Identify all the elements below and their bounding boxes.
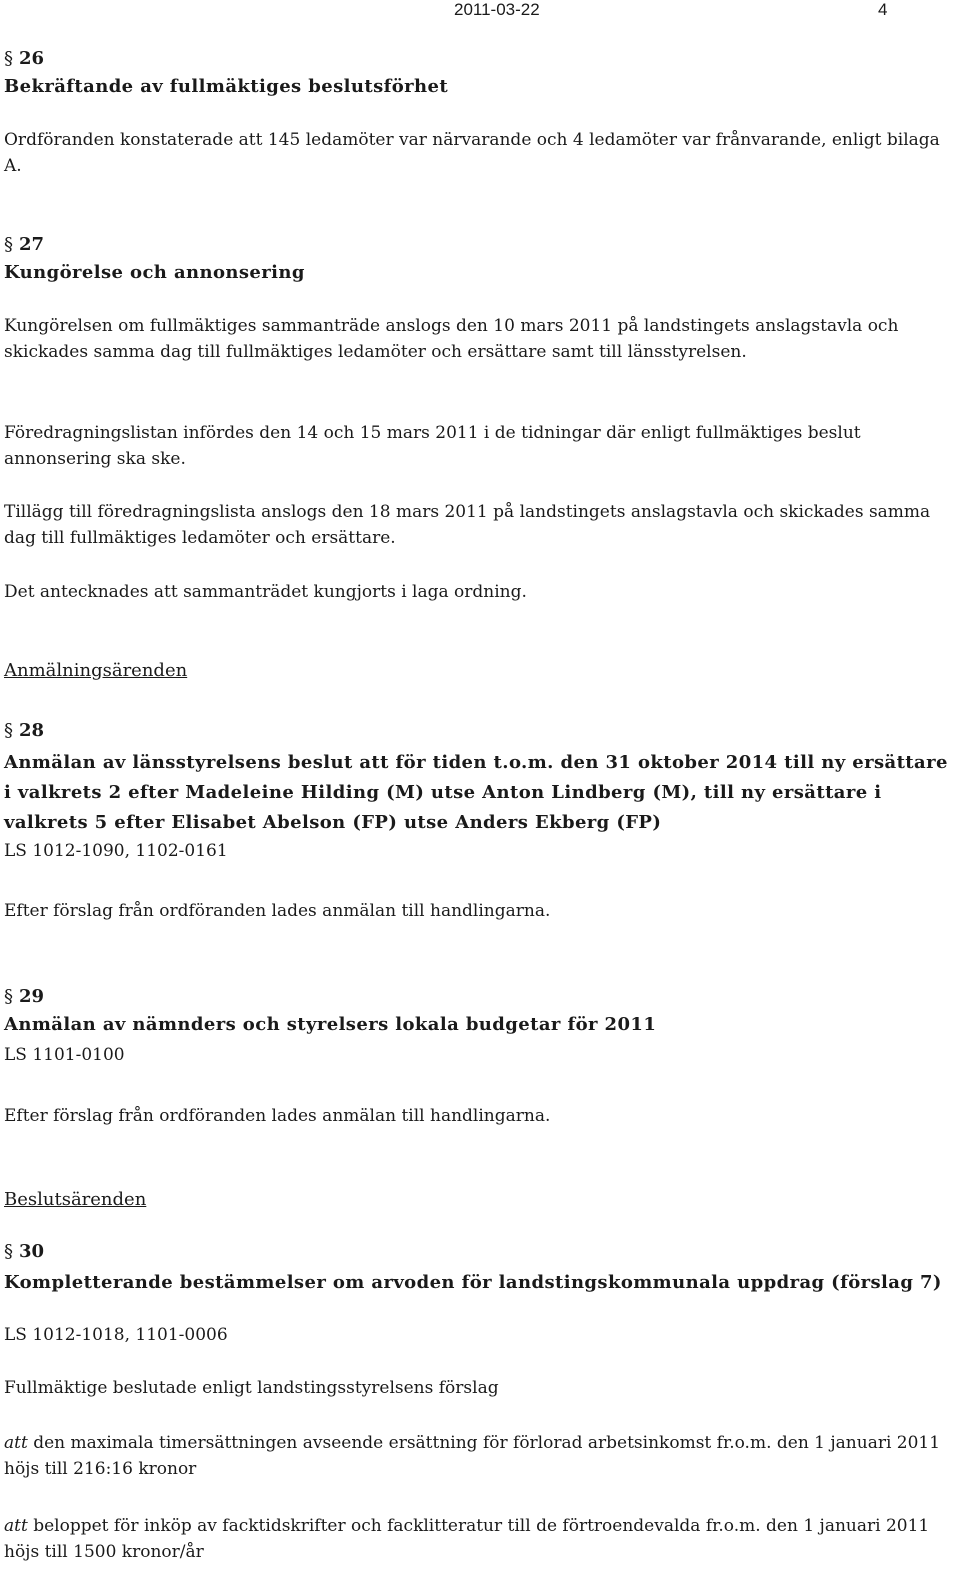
- section-30-number: § 30: [4, 1241, 45, 1262]
- section-30-text: Fullmäktige beslutade enligt landstingsstyrelsens förslag: [4, 1378, 499, 1398]
- section-29-reference: LS 1101-0100: [4, 1045, 125, 1065]
- section-29-text: Efter förslag från ordföranden lades anmälan till handlingarna.: [4, 1106, 551, 1126]
- page-header: [4, 0, 952, 22]
- section-28-reference: LS 1012-1090, 1102-0161: [4, 841, 228, 861]
- section-26-text: Ordföranden konstaterade att 145 ledamöter var närvarande och 4 ledamöter var frånvarande, enligt bilaga A.: [4, 130, 940, 176]
- att-label: att: [4, 1433, 28, 1453]
- section-27-text-3: Tillägg till föredragningslista anslogs den 18 mars 2011 på landstingets anslagstavla och skickades samma dag till fullmäktiges ledamöter och ersättare.: [4, 502, 931, 548]
- section-27-number: § 27: [4, 234, 45, 255]
- section-sign: §: [4, 720, 13, 741]
- section-29-title: Anmälan av nämnders och styrelsers lokala budgetar för 2011: [4, 1014, 657, 1035]
- section-29-number: § 29: [4, 986, 45, 1007]
- section-27-text-2: Föredragningslistan infördes den 14 och 15 mars 2011 i de tidningar där enligt fullmäktiges beslut annonsering ska ske.: [4, 423, 861, 469]
- header-date: 2011-03-22: [454, 0, 540, 19]
- section-27-title: Kungörelse och annonsering: [4, 262, 305, 283]
- section-sign: §: [4, 1241, 13, 1262]
- section-26-number: § 26: [4, 48, 45, 69]
- section-sign: §: [4, 48, 13, 69]
- section-27-text-1: Kungörelsen om fullmäktiges sammanträde anslogs den 10 mars 2011 på landstingets anslagstavla och skickades samma dag till fullmäktiges ledamöter och ersättare samt till länsstyrelsen.: [4, 316, 899, 362]
- section-28-title: Anmälan av länsstyrelsens beslut att för tiden t.o.m. den 31 oktober 2014 till ny ersättare i valkrets 2 efter Madeleine Hilding (M) utse Anton Lindberg (M), till ny ersättare i valkrets 5 efter Elisabet Abelson (FP) utse Anders Ekberg (FP): [4, 752, 948, 833]
- section-27-text-4: Det antecknades att sammanträdet kungjorts i laga ordning.: [4, 582, 527, 602]
- section-30-title: Kompletterande bestämmelser om arvoden för landstingskommunala uppdrag (förslag 7): [4, 1272, 942, 1293]
- att-clause-2-text: beloppet för inköp av facktidskrifter och facklitteratur till de förtroendevalda fr.o.m. den 1 januari 2011 höjs till 1500 kronor/år: [4, 1516, 930, 1562]
- section-30-reference: LS 1012-1018, 1101-0006: [4, 1325, 228, 1345]
- section-sign: §: [4, 234, 13, 255]
- att-clause-1-text: den maximala timersättningen avseende ersättning för förlorad arbetsinkomst fr.o.m. den 1 januari 2011 höjs till 216:16 kronor: [4, 1433, 941, 1479]
- page-number: 4: [878, 0, 888, 19]
- section-26-title: Bekräftande av fullmäktiges beslutsförhet: [4, 76, 449, 97]
- heading-anmalningsarenden: Anmälningsärenden: [4, 660, 188, 681]
- section-28-text: Efter förslag från ordföranden lades anmälan till handlingarna.: [4, 901, 551, 921]
- heading-beslutsarenden: Beslutsärenden: [4, 1189, 147, 1210]
- section-sign: §: [4, 986, 13, 1007]
- section-28-number: § 28: [4, 720, 45, 741]
- att-clause-2: [4, 1513, 952, 1565]
- att-label: att: [4, 1516, 28, 1536]
- att-clause-1: [4, 1430, 952, 1482]
